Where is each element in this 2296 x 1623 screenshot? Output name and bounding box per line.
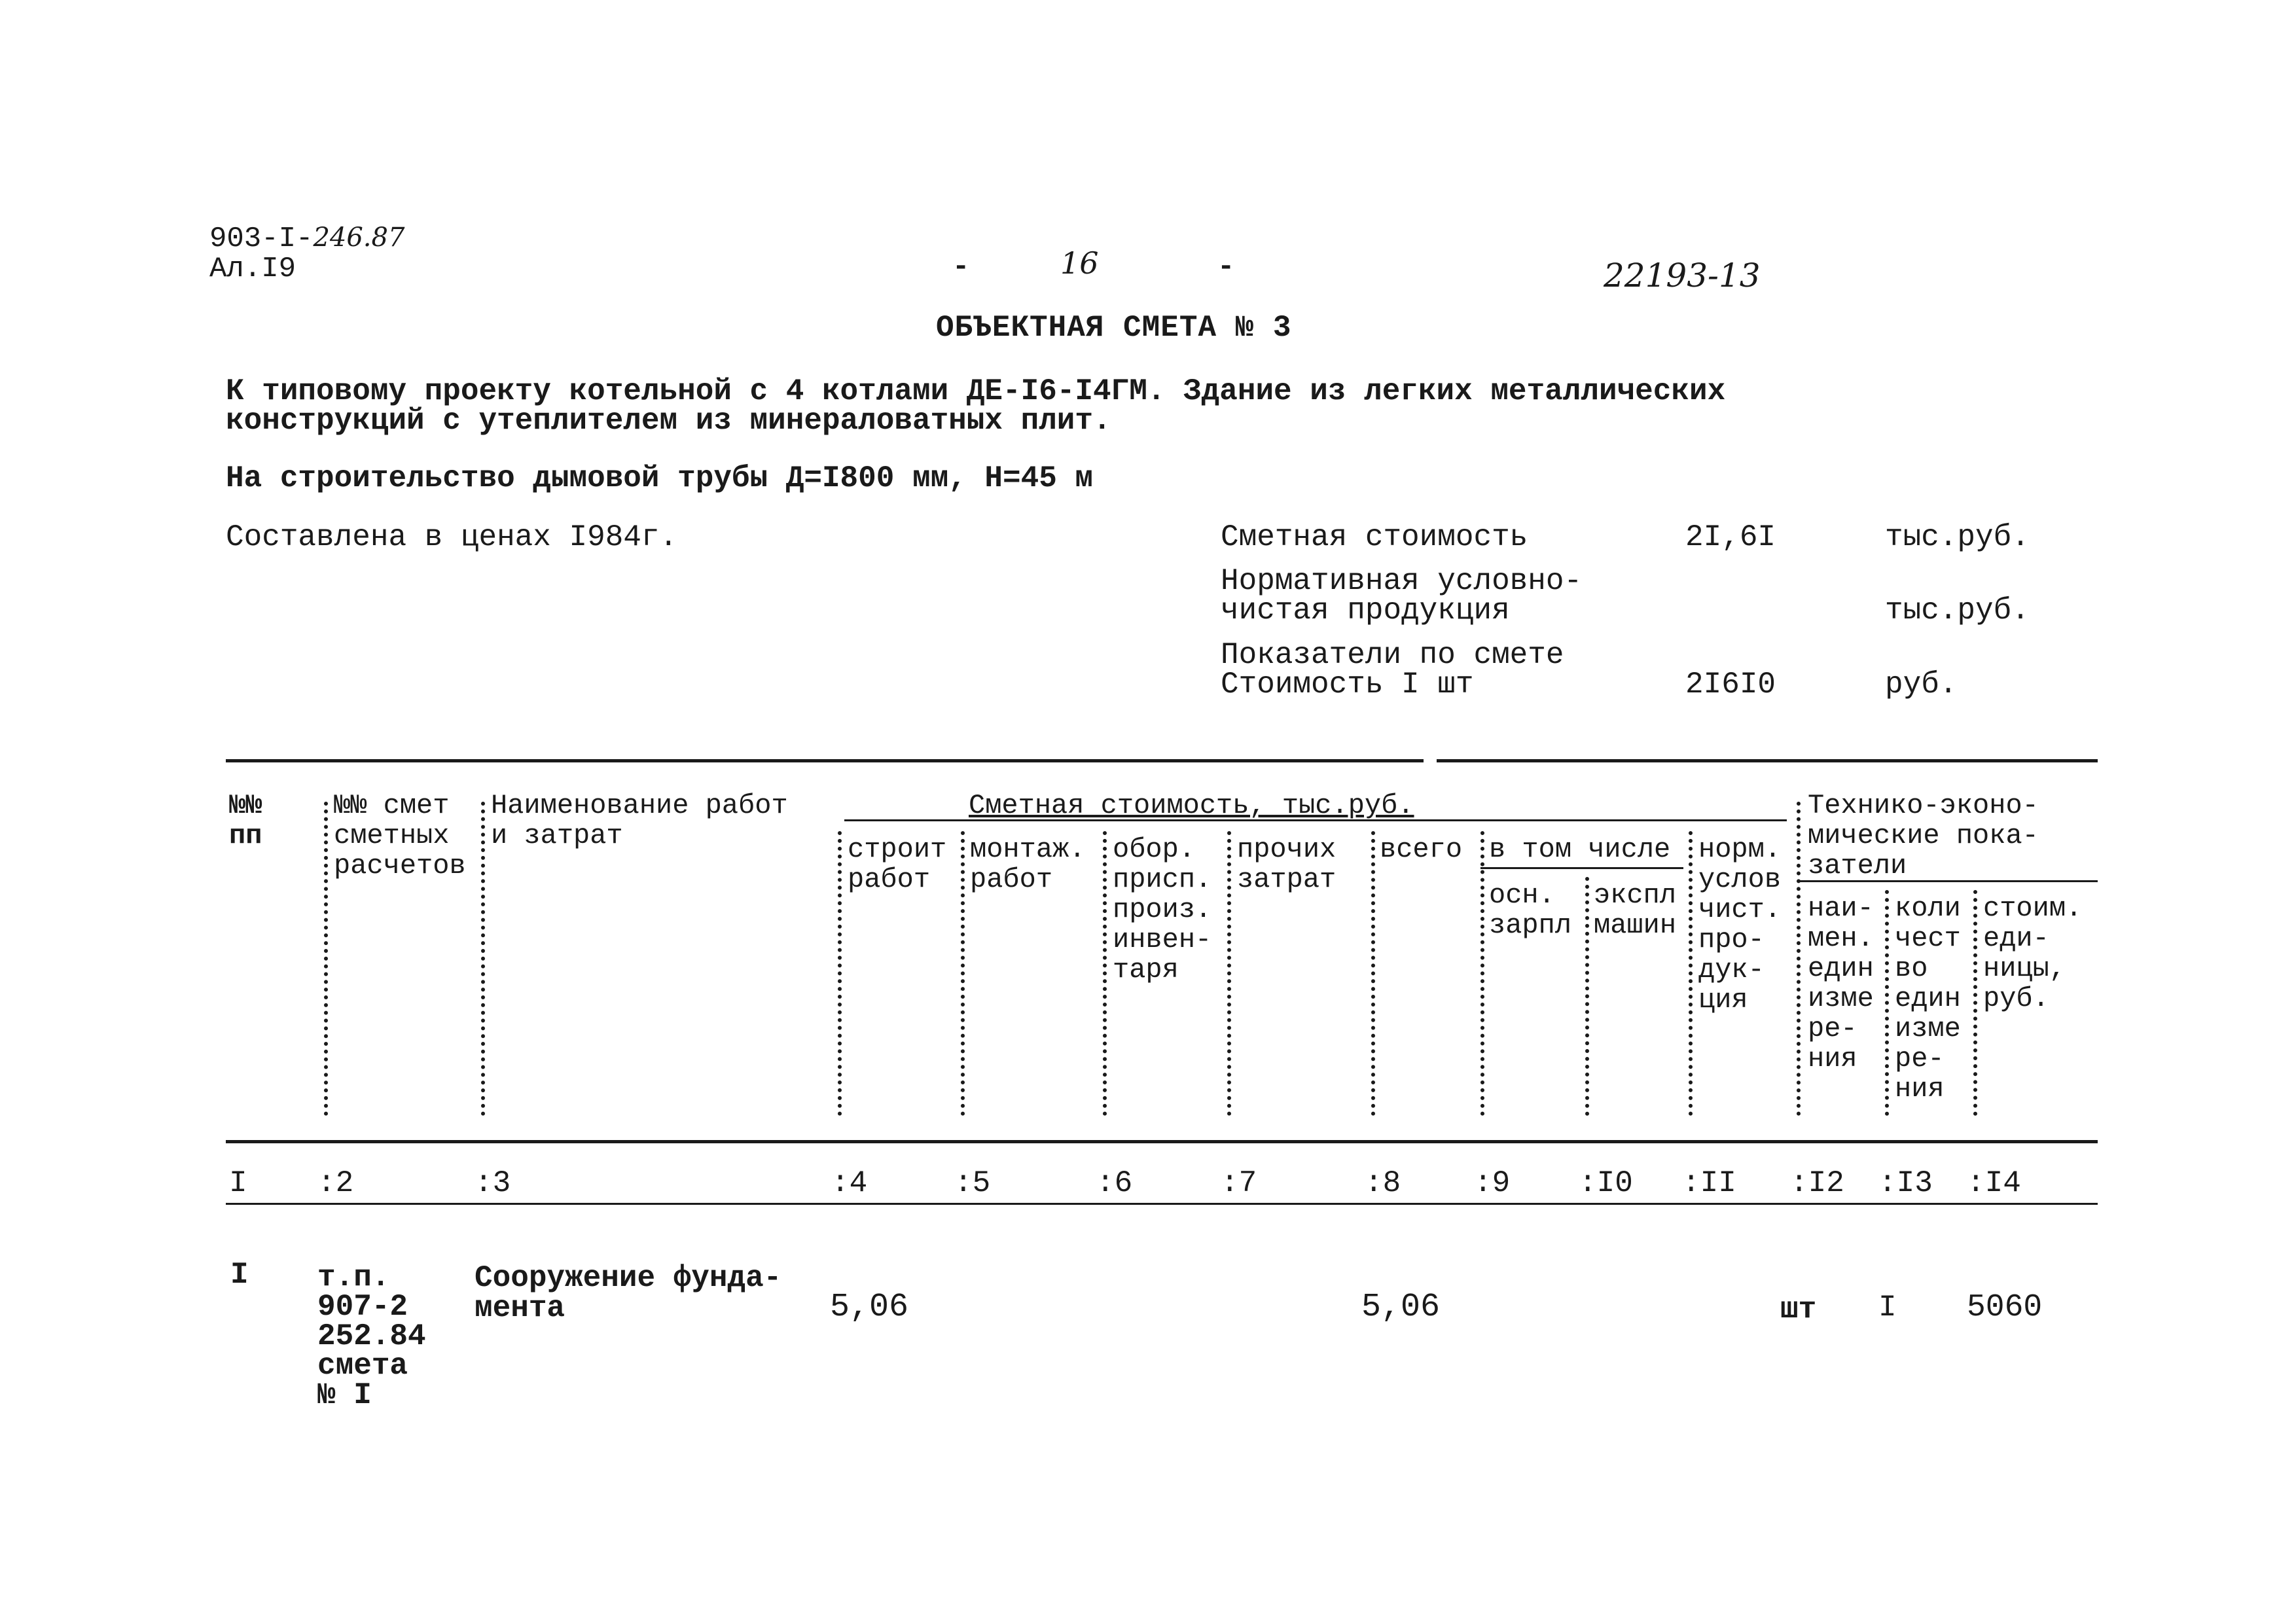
header-row-number: №№ пп [229,790,262,851]
colnum-6: :6 [1096,1166,1133,1200]
album-number: Ал.I9 [209,253,296,285]
header-construction-works: строит работ [848,834,947,895]
header-tech-econ-group: Технико-эконо- мические пока- затели [1808,790,2039,882]
estimated-cost-unit: тыс.руб. [1885,520,2030,554]
row-estimate-ref: т.п. 907-2 252.84 смета № I [317,1260,426,1412]
col-sep-9 [1480,831,1484,1116]
row-number: I [230,1258,249,1292]
col-sep-12 [1797,802,1801,1116]
header-including-group: в том числе [1489,834,1671,865]
header-bottom-rule [226,1140,2098,1143]
incl-group-rule [1480,867,1683,869]
row-unit-quantity: I [1878,1291,1897,1325]
colnum-8: :8 [1365,1166,1401,1200]
col-sep-3 [481,802,485,1116]
document-number: 22193-13 [1604,257,1761,294]
header-total: всего [1380,834,1463,865]
indicators-label-1: Показатели по смете [1221,638,1564,672]
col-sep-14 [1973,890,1977,1116]
header-installation-works: монтаж. работ [970,834,1086,895]
table-top-rule-right [1437,759,2098,762]
row-total-cost: 5,06 [1361,1289,1441,1326]
header-normative-product: норм. услов чист. про- дук- ция [1698,834,1782,1016]
page-dash-left: - [952,251,970,283]
estimated-cost-label: Сметная стоимость [1221,520,1528,554]
normative-product-label-1: Нормативная условно- [1221,564,1583,598]
header-cost-group: Сметная стоимость, тыс.руб. [969,790,1414,821]
col-sep-4 [838,831,842,1116]
project-code-handwritten: 246.87 [313,223,405,253]
row-unit-name: шт [1780,1293,1817,1327]
colnum-10: :I0 [1579,1166,1633,1200]
header-machine-operation: экспл машин [1594,880,1677,941]
normative-product-unit: тыс.руб. [1885,594,2030,628]
col-sep-6 [1103,831,1107,1116]
header-work-name: Наименование работ и затрат [491,790,788,851]
colnum-4: :4 [831,1166,868,1200]
colnum-14: :I4 [1967,1166,2021,1200]
colnum-2: :2 [317,1166,354,1200]
normative-product-label-2: чистая продукция [1221,594,1510,628]
col-sep-2 [324,802,328,1116]
row-unit-cost: 5060 [1967,1290,2043,1325]
header-unit-name: наи- мен. един изме ре- ния [1808,893,1874,1075]
colnum-bottom-rule [226,1203,2098,1205]
table-top-rule-left [226,759,1424,762]
col-sep-7 [1227,831,1231,1116]
header-base-salary: осн. зарпл [1489,880,1572,941]
prices-year: Составлена в ценах I984г. [226,520,678,554]
header-other-costs: прочих затрат [1237,834,1336,895]
estimated-cost-value: 2I,6I [1685,520,1776,554]
page-dash-right: - [1217,251,1235,283]
indicators-label-2: Стоимость I шт [1221,668,1474,702]
construction-object: На строительство дымовой трубы Д=I800 мм, Н=45 м [226,461,1094,495]
unit-cost-unit: руб. [1885,668,1958,702]
col-sep-13 [1885,890,1889,1116]
unit-cost-value: 2I6I0 [1685,668,1776,702]
col-sep-11 [1689,831,1693,1116]
colnum-3: :3 [475,1166,511,1200]
row-work-name: Сооружение фунда- мента [475,1261,782,1325]
header-estimate-refs: №№ смет сметных расчетов [334,790,466,882]
col-sep-8 [1371,831,1375,1116]
col-sep-10 [1585,877,1589,1116]
document-title: ОБЪЕКТНАЯ СМЕТА № 3 [936,311,1292,345]
col-sep-5 [961,831,965,1116]
header-unit-cost: стоим. еди- ницы, руб. [1983,893,2083,1014]
project-code-typed: 903-I- [209,223,314,255]
description-line-2: конструкций с утеплителем из минераловатных плит. [226,404,1111,438]
colnum-7: :7 [1221,1166,1257,1200]
colnum-1: I [229,1166,247,1200]
colnum-9: :9 [1474,1166,1511,1200]
header-unit-quantity: коли чест во един изме ре- ния [1895,893,1961,1105]
row-construction-cost: 5,06 [830,1289,909,1326]
project-code [209,223,404,254]
colnum-13: :I3 [1878,1166,1933,1200]
header-equipment: обор. присп. произ. инвен- таря [1113,834,1212,986]
colnum-11: :II [1682,1166,1736,1200]
description-line-1: К типовому проекту котельной с 4 котлами ДЕ-I6-I4ГМ. Здание из легких металлических [226,374,1726,408]
page-number: 16 [1060,245,1099,281]
colnum-12: :I2 [1790,1166,1844,1200]
colnum-5: :5 [954,1166,991,1200]
